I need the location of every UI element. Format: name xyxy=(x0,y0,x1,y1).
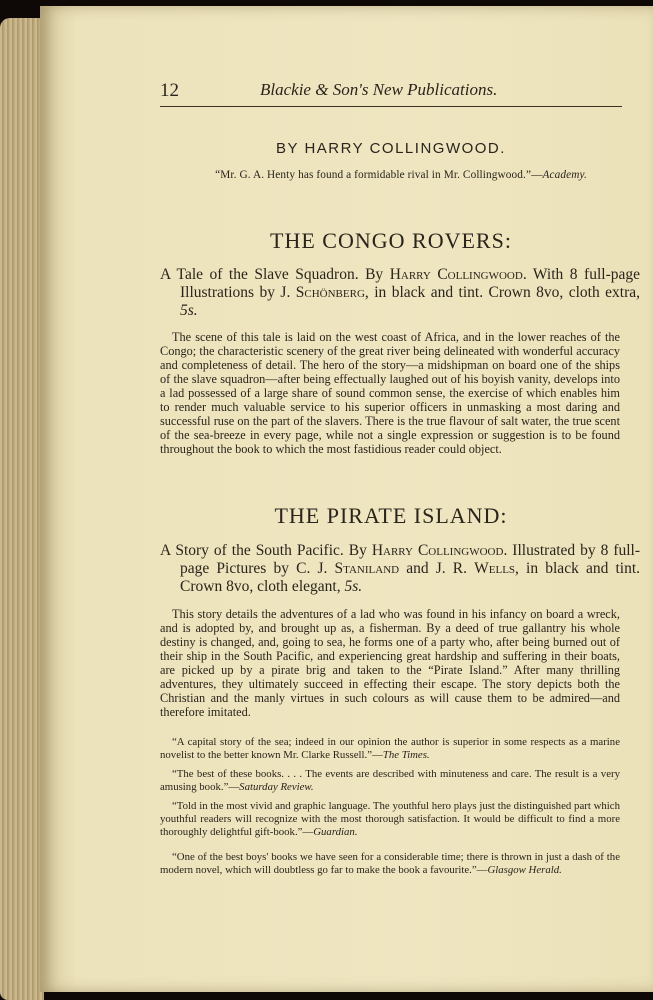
review-source: The Times. xyxy=(382,749,430,761)
illustrator-name: Wells xyxy=(474,560,516,577)
book-description: A Tale of the Slave Squadron. By Harry Collingwood. With 8 full-page Illustrations by J. Schönberg, in black and tint. Crown 8vo, cloth extra, 5s. xyxy=(160,266,640,319)
author-heading: BY HARRY COLLINGWOOD. xyxy=(276,140,506,157)
book-description: A Story of the South Pacific. By Harry Collingwood. Illustrated by 8 full-page Pictures by C. J. Staniland and J. R. Wells, in black and tint. Crown 8vo, cloth elegant, 5s. xyxy=(160,542,641,595)
page-edges xyxy=(0,18,44,1000)
quote-source: Academy. xyxy=(542,169,587,181)
book-summary: This story details the adventures of a lad who was found in his infancy on board a wreck, and is adopted by, and brought up as, a fisherman. By a deed of true gallantry his whole destiny is changed, and, going to sea, he forms one of a party who, after being burned out of their ship in the South Pacific, and experiencing great hardship and suffering in their boats, are picked up by a pirate brig and taken to the “Pirate Island.” After many thrilling adventures, they ultimately succeed in effecting their escape. The story depicts both the Christian and the manly virtues in such colours as will cause them to be admired—and therefore imitated. xyxy=(160,607,620,719)
book-summary: The scene of this tale is laid on the west coast of Africa, and in the lower reaches of the Congo; the characteristic scenery of the great river being delineated with wonderful accuracy and completeness of detail. The hero of the story—a midshipman on board one of the ships of the slave squadron—after being effectually laughed out of his boyish vanity, develops into a lad possessed of a large share of sound common sense, the exercise of which enables him to render much valuable service to his superior officers in unmasking a most daring and successful ruse on the part of the slavers. There is the true flavour of salt water, the true scent of the sea-breeze in every page, while not a single expression or suggestion is to be found throughout the book to which the most fastidious reader could object. xyxy=(160,330,620,456)
author-name: Harry Collingwood xyxy=(371,542,504,559)
book-title-pirate-island: THE PIRATE ISLAND: xyxy=(274,503,508,528)
price: 5s. xyxy=(180,302,198,319)
review-source: Guardian. xyxy=(313,826,358,838)
review-quote: “One of the best boys' books we have seen for a considerable time; there is thrown in just a dash of the modern novel, which will doubtless go far to make the book a favourite.”—Glasgow Herald. xyxy=(160,851,620,876)
illustrator-name: Schönberg xyxy=(295,284,365,301)
review-source: Saturday Review. xyxy=(239,781,314,793)
page-number: 12 xyxy=(160,80,179,101)
illustrator-name: Staniland xyxy=(334,560,400,577)
author-name: Harry Collingwood xyxy=(389,266,523,283)
running-header xyxy=(160,78,622,107)
review-quote: “A capital story of the sea; indeed in our opinion the author is superior in some respects as a marine novelist to the better known Mr. Clarke Russell.”—The Times. xyxy=(160,736,620,761)
review-quote: “Told in the most vivid and graphic language. The youthful hero plays just the distinguished part which youthful readers will recognize with the most thorough satisfaction. It would be difficult to find a more thoroughly delightful gift-book.”—Guardian. xyxy=(160,800,620,838)
review-quote: “The best of these books. . . . The events are described with minuteness and care. The result is a very amusing book.”—Saturday Review. xyxy=(160,768,620,793)
page xyxy=(40,6,653,992)
price: 5s. xyxy=(344,578,363,595)
book-title-congo-rovers: THE CONGO ROVERS: xyxy=(270,228,512,253)
author-quote: “Mr. G. A. Henty has found a formidable rival in Mr. Collingwood.”—Academy. xyxy=(215,169,587,181)
running-title: Blackie & Son's New Publications. xyxy=(260,80,498,99)
review-source: Glasgow Herald. xyxy=(487,864,562,876)
